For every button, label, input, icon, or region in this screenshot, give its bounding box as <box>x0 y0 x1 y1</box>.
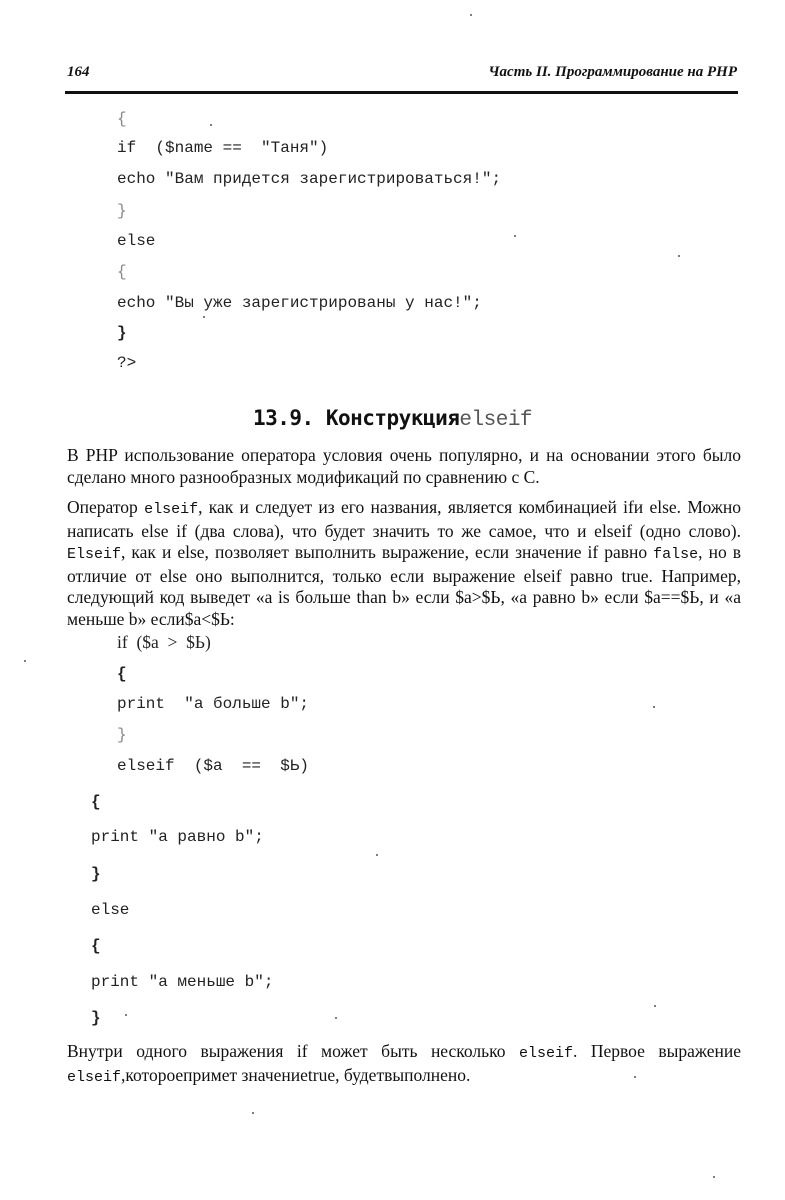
paragraph-intro: В PHP использование оператора условия очень популярно, и на основании этого было сделано много разнообразных модификаций по сравнению с С. <box>67 445 741 487</box>
paragraph-closing <box>67 1041 741 1088</box>
code-line: echo "Вам придется зарегистрироваться!"; <box>117 170 502 188</box>
text-run: Оператор <box>67 497 145 517</box>
scan-speck <box>24 660 26 662</box>
scan-speck <box>470 14 472 16</box>
scan-speck <box>713 1176 715 1178</box>
inline-code: elseif <box>518 1045 573 1062</box>
scan-speck <box>125 1014 127 1016</box>
text-run: , но в отличие от else оно выполнится, только если выражение elseif равно true. Например, следующий код выведет «а is больше than b» если $a>$Ь, «а равно b» если $a==$Ь, и «а меньше b» если$a<$Ь: <box>67 542 741 629</box>
code-line: } <box>117 202 127 220</box>
section-heading-title: 13.9. Конструкция <box>252 406 460 430</box>
code-line: echo "Вы уже зарегистрированы у нас!"; <box>117 294 482 312</box>
code-line: { <box>91 793 101 811</box>
code-line: } <box>117 726 127 744</box>
inline-code: elseif <box>67 1068 122 1086</box>
code-line: } <box>91 865 101 883</box>
code-line: } <box>91 1009 101 1027</box>
code-line: { <box>117 665 127 683</box>
page-number: 164 <box>67 64 90 80</box>
code-line: { <box>117 110 127 128</box>
code-line: { <box>91 937 101 955</box>
inline-code: elseif <box>144 501 199 518</box>
scan-speck <box>376 854 378 856</box>
section-heading-keyword: elseif <box>459 409 533 432</box>
code-line: { <box>117 263 127 281</box>
code-line: print "а равно b"; <box>91 828 264 846</box>
scan-speck <box>203 316 205 318</box>
paragraph-elseif-description <box>67 497 741 630</box>
text-run: , как и следует из его названия, является комбинацией ifи else. Можно написать else if (два слова), что будет значить то же самое, что и elseif (одно слово). <box>67 497 741 541</box>
text-run: , как и else, позволяет выполнить выражение, если значение if равно <box>121 542 654 562</box>
scan-speck <box>514 235 516 237</box>
header-rule <box>65 91 738 94</box>
section-heading <box>0 406 785 432</box>
code-line: print "а больше b"; <box>117 695 310 713</box>
text-run: . Первое выражение <box>572 1041 741 1061</box>
code-line: if ($name == "Таня") <box>117 139 329 157</box>
text-run: ,котороепримет значениеtrue, будетвыполнено. <box>121 1064 471 1085</box>
running-header-title: Часть II. Программирование на PHP <box>488 64 737 80</box>
scan-speck <box>335 1017 337 1019</box>
inline-code: Elseif <box>67 546 122 563</box>
code-line: if ($a > $Ь) <box>117 632 211 652</box>
text-run: Внутри одного выражения if может быть несколько <box>67 1041 519 1061</box>
scan-speck <box>678 255 680 257</box>
scan-speck <box>654 1005 656 1007</box>
code-line: ?> <box>117 354 137 372</box>
scan-speck <box>653 706 655 708</box>
inline-code: false <box>653 546 699 563</box>
code-line: elseif ($a == $Ь) <box>117 757 310 775</box>
code-line: else <box>117 232 156 250</box>
code-line: print "а меньше b"; <box>91 973 274 991</box>
code-line: } <box>117 324 127 342</box>
code-line: else <box>91 901 130 919</box>
scan-speck <box>252 1112 254 1114</box>
scan-speck <box>634 1076 636 1078</box>
scan-speck <box>210 124 212 126</box>
